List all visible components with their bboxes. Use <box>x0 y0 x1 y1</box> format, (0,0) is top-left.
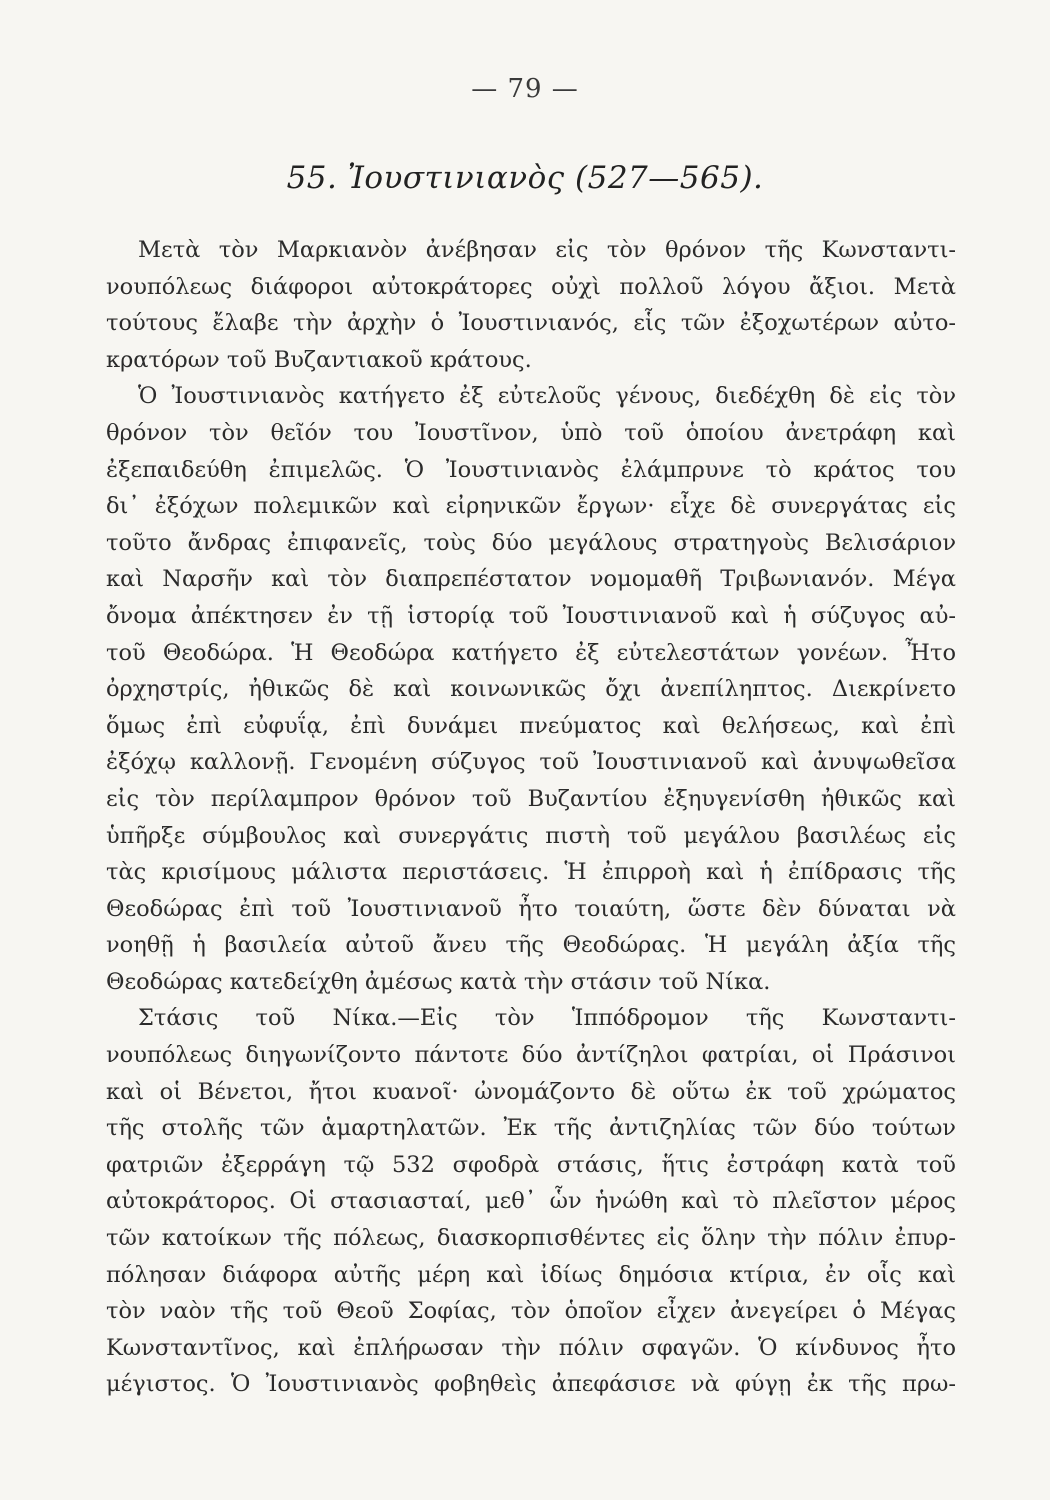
text-line: ὀρχηστρίς, ἠθικῶς δὲ καὶ κοινωνικῶς ὄχι ἀνεπίληπτος. Διεκρίνετο <box>106 676 956 703</box>
text-line: πόλησαν διάφορα αὐτῆς μέρη καὶ ἰδίως δημόσια κτίρια, ἐν οἷς καὶ <box>106 1261 956 1288</box>
text-line: Κωνσταντῖνος, καὶ ἐπλήρωσαν τὴν πόλιν σφαγῶν. Ὁ κίνδυνος ἦτο <box>106 1334 956 1361</box>
text-line: ὑπῆρξε σύμβουλος καὶ συνεργάτις πιστὴ τοῦ μεγάλου βασιλέως εἰς <box>106 822 956 849</box>
text-line: τῶν κατοίκων τῆς πόλεως, διασκορπισθέντες εἰς ὅλην τὴν πόλιν ἐπυρ- <box>106 1225 956 1252</box>
section-title: 55. Ἰουστινιανὸς (527—565). <box>286 160 764 196</box>
text-line: καὶ Ναρσῆν καὶ τὸν διαπρεπέστατον νομομαθῆ Τριβωνιανόν. Μέγα <box>106 566 956 593</box>
text-line: Στάσις τοῦ Νίκα.—Εἰς τὸν Ἱππόδρομον τῆς Κωνσταντι- <box>138 1005 956 1032</box>
text-line: καὶ οἱ Βένετοι, ἤτοι κυανοῖ· ὠνομάζοντο δὲ οὕτω ἐκ τοῦ χρώματος <box>106 1078 956 1105</box>
text-line: μέγιστος. Ὁ Ἰουστινιανὸς φοβηθεὶς ἀπεφάσισε νὰ φύγῃ ἐκ τῆς πρω- <box>106 1371 956 1398</box>
text-line: τοῦ Θεοδώρα. Ἡ Θεοδώρα κατήγετο ἐξ εὐτελεστάτων γονέων. Ἦτο <box>106 639 956 666</box>
text-line: τὰς κρισίμους μάλιστα περιστάσεις. Ἡ ἐπιρροὴ καὶ ἡ ἐπίδρασις τῆς <box>106 859 956 886</box>
text-line: θρόνον τὸν θεῖόν του Ἰουστῖνον, ὑπὸ τοῦ ὁποίου ἀνετράφη καὶ <box>106 419 956 446</box>
text-line: τὸν ναὸν τῆς τοῦ Θεοῦ Σοφίας, τὸν ὁποῖον εἶχεν ἀνεγείρει ὁ Μέγας <box>106 1298 956 1325</box>
text-line: ὄνομα ἀπέκτησεν ἐν τῇ ἱστορίᾳ τοῦ Ἰουστινιανοῦ καὶ ἡ σύζυγος αὐ- <box>106 602 956 629</box>
text-line: ὅμως ἐπὶ εὐφυΐᾳ, ἐπὶ δυνάμει πνεύματος καὶ θελήσεως, καὶ ἐπὶ <box>106 712 956 739</box>
text-line: φατριῶν ἐξερράγη τῷ 532 σφοδρὰ στάσις, ἥτις ἐστράφη κατὰ τοῦ <box>106 1151 956 1178</box>
text-line: δι᾿ ἐξόχων πολεμικῶν καὶ εἰρηνικῶν ἔργων· εἶχε δὲ συνεργάτας εἰς <box>106 493 956 520</box>
text-line: νουπόλεως διηγωνίζοντο πάντοτε δύο ἀντίζηλοι φατρίαι, οἱ Πράσινοι <box>106 1042 956 1069</box>
text-line: ἐξόχῳ καλλονῇ. Γενομένη σύζυγος τοῦ Ἰουστινιανοῦ καὶ ἀνυψωθεῖσα <box>106 749 956 776</box>
text-line: ἐξεπαιδεύθη ἐπιμελῶς. Ὁ Ἰουστινιανὸς ἐλάμπρυνε τὸ κράτος του <box>106 456 956 483</box>
text-line: Μετὰ τὸν Μαρκιανὸν ἀνέβησαν εἰς τὸν θρόνον τῆς Κωνσταντι- <box>138 237 956 263</box>
text-line: Θεοδώρας κατεδείχθη ἀμέσως κατὰ τὴν στάσιν τοῦ Νίκα. <box>106 968 771 995</box>
page-number: — 79 — <box>471 74 579 104</box>
text-line: τούτους ἔλαβε τὴν ἀρχὴν ὁ Ἰουστινιανός, εἷς τῶν ἐξοχωτέρων αὐτο- <box>106 310 956 337</box>
text-line: τῆς στολῆς τῶν ἁμαρτηλατῶν. Ἐκ τῆς ἀντιζηλίας τῶν δύο τούτων <box>106 1115 956 1142</box>
body-text <box>106 232 956 1403</box>
text-line: αὐτοκράτορος. Οἱ στασιασταί, μεθ᾿ ὧν ἡνώθη καὶ τὸ πλεῖστον μέρος <box>106 1188 956 1215</box>
text-line: νουπόλεως διάφοροι αὐτοκράτορες οὐχὶ πολλοῦ λόγου ἄξιοι. Μετὰ <box>106 273 956 300</box>
text-line: εἰς τὸν περίλαμπρον θρόνον τοῦ Βυζαντίου ἐξηυγενίσθη ἠθικῶς καὶ <box>106 785 956 812</box>
text-line: κρατόρων τοῦ Βυζαντιακοῦ κράτους. <box>106 346 532 373</box>
text-line: τοῦτο ἄνδρας ἐπιφανεῖς, τοὺς δύο μεγάλους στρατηγοὺς Βελισάριον <box>106 529 956 556</box>
text-line: Θεοδώρας ἐπὶ τοῦ Ἰουστινιανοῦ ἦτο τοιαύτη, ὥστε δὲν δύναται νὰ <box>106 895 956 922</box>
text-line: Ὁ Ἰουστινιανὸς κατήγετο ἐξ εὐτελοῦς γένους, διεδέχθη δὲ εἰς τὸν <box>138 383 956 410</box>
text-line: νοηθῇ ἡ βασιλεία αὐτοῦ ἄνευ τῆς Θεοδώρας. Ἡ μεγάλη ἀξία τῆς <box>106 932 956 959</box>
